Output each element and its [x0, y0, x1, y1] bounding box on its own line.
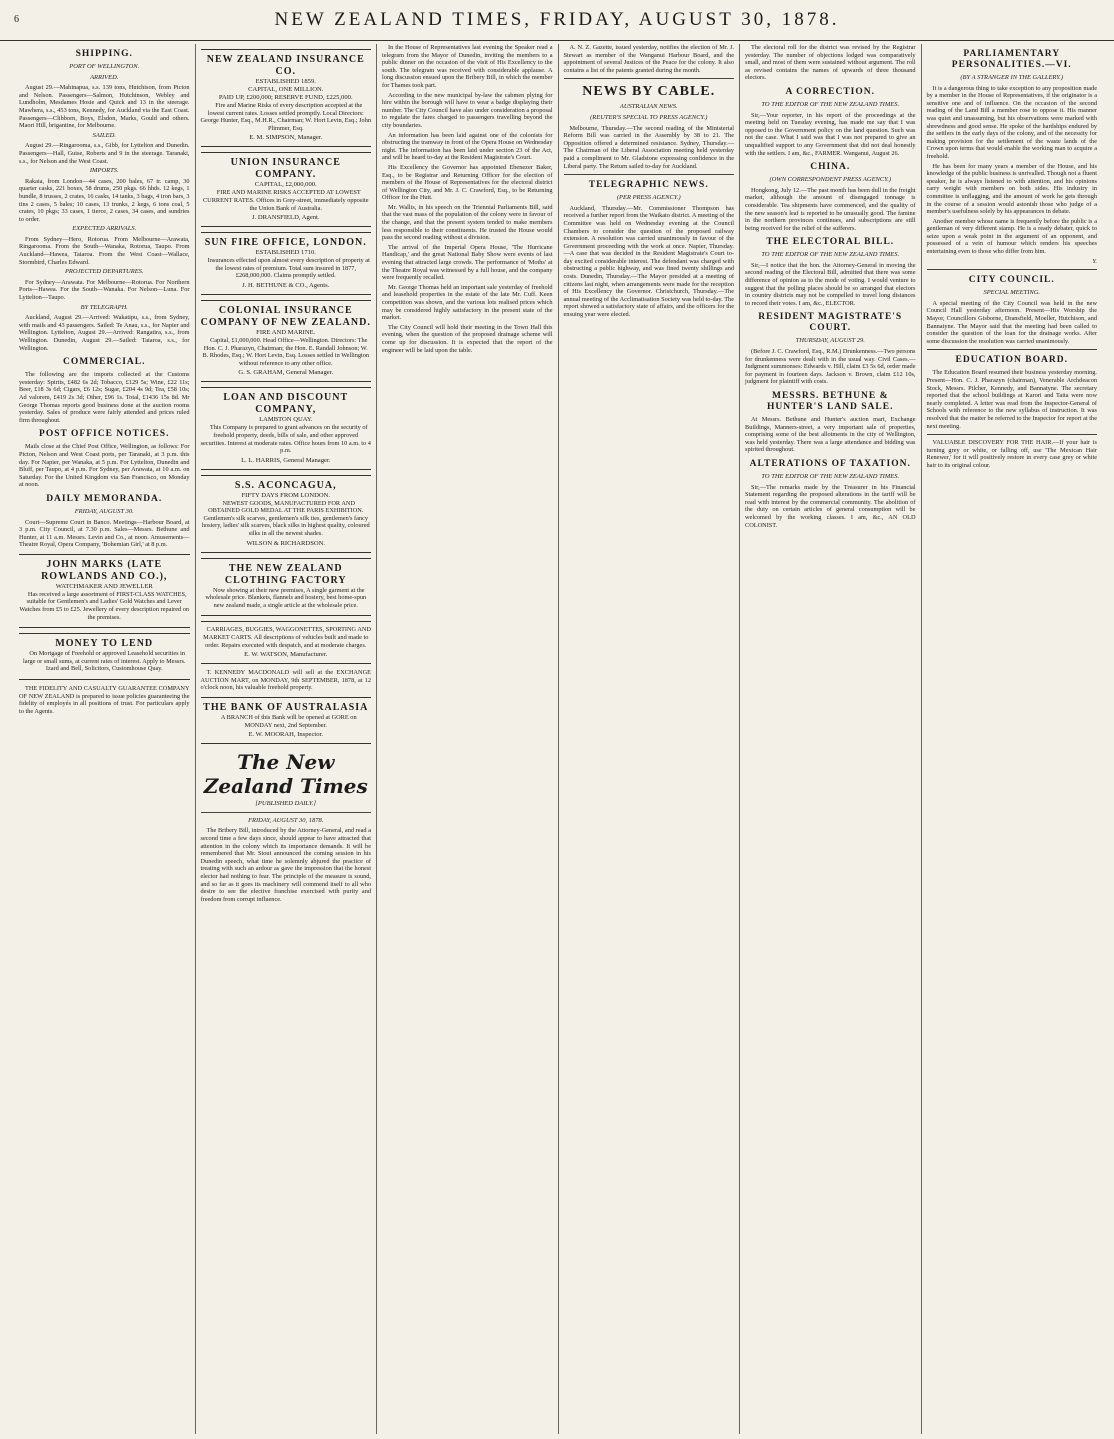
- telegraphic-news-heading: TELEGRAPHIC NEWS.: [588, 180, 709, 191]
- correction-text: Sir,—Your reporter, in his report of the proceedings at the meeting held on Tuesday evening, has made me say that I was opposed to the Government policy on the land question. Such was not the case. What I said was that I was not prepared to give an unqualified support to any Government that did not deal honestly with the settlers. I am, &c., FARMER. Wanganui, August 26.: [745, 111, 916, 157]
- parliamentary-paragraph: He has been for many years a member of the House, and his knowledge of the public business is unrivalled. Though not a fluent speaker, he is always listened to with attention, and his opinions carry weight with members on both sides. His industry in committee is unflagging, and the amount of work he gets through in the course of a session would astonish those who judge of a member's usefulness solely by his appearances in debate.: [926, 162, 1097, 216]
- china-heading: CHINA.: [810, 162, 851, 173]
- advert-line: PAID UP, £200,000; RESERVE FUND, £225,000.: [218, 94, 353, 101]
- advert-title: UNION INSURANCE COMPANY.: [230, 157, 341, 181]
- news-paragraph: According to the new municipal by-law the cabmen plying for hire within the borough will have to wear a badge displaying their number. The City Council have also under consideration a proposal to regulate the fares charged to passengers travelling beyond the city boundaries.: [382, 91, 553, 129]
- advert-line: FIFTY DAYS FROM LONDON.: [241, 491, 331, 499]
- issue-date: FRIDAY, AUGUST 30, 1878.: [248, 816, 324, 824]
- news-paragraph: The electoral roll for the district was revised by the Registrar yesterday. The number of objections lodged was comparatively small, and most of them were sustained without argument. The roll as revised contains the names of upwards of three thousand electors.: [745, 44, 916, 82]
- electoral-bill-credit: TO THE EDITOR OF THE NEW ZEALAND TIMES.: [761, 251, 900, 259]
- news-paragraph: The City Council will hold their meeting in the Town Hall this evening, when the question of the proposed drainage scheme will come up for discussion. It is expected that the report of the engineer will be laid upon the table.: [382, 323, 553, 354]
- advert-signature: G. S. GRAHAM, General Manager.: [238, 369, 334, 377]
- advert-signature: E. W. MOORAH, Inspector.: [248, 731, 324, 739]
- page-number: 6: [14, 14, 19, 25]
- advert-title: JOHN MARKS (LATE ROWLANDS AND CO.),: [41, 558, 168, 582]
- china-credit: (OWN CORRESPONDENT PRESS AGENCY.): [769, 176, 892, 184]
- advert-title: THE BANK OF AUSTRALASIA: [203, 702, 369, 713]
- parliamentary-heading: PARLIAMENTARY PERSONALITIES.—VI.: [951, 49, 1072, 70]
- sailed-text: August 29.—Ringarooma, s.s., Gibb, for Lyttelton and Dunedin. Passengers—Hall, Guise, Roberts and 9 in the steerage. Taranaki, s.s., for Nelson and the West Coast.: [19, 142, 190, 165]
- cable-news-credit: (REUTER'S SPECIAL TO PRESS AGENCY.): [590, 113, 708, 121]
- column-4: [558, 44, 740, 1434]
- advert-line: ESTABLISHED 1859.: [255, 78, 316, 85]
- taxation-text: Sir,—The remarks made by the Treasurer in his Financial Statement regarding the proposed alterations in the tariff will be read with interest by the commercial community. The abolition of the duty on certain articles of general consumption will be welcomed by the working classes. I am, &c., AN OLD COLONIST.: [745, 483, 916, 529]
- advert-bank: [201, 697, 372, 744]
- imports-label: IMPORTS.: [89, 167, 119, 175]
- advert-text: Has received a large assortment of FIRST-CLASS WATCHES, suitable for Gentlemen's and Ladies' Gold Watches and Lever Watches from £5 to £25. Jewellery of every description repaired on the premises.: [19, 590, 190, 621]
- advert-text: CARRIAGES, BUGGIES, WAGGONETTES, SPORTING AND MARKET CARTS. All descriptions of vehicles built and made to order. Repairs executed with despatch, and at moderate charges.: [203, 626, 371, 649]
- taxation-credit: TO THE EDITOR OF THE NEW ZEALAND TIMES.: [761, 472, 900, 480]
- column-3: [376, 44, 558, 1434]
- electoral-bill-text: Sir,—I notice that the hon. the Attorney-General in moving the second reading of the Electoral Bill, admitted that there was some difference of opinion as to the mode of voting. I would venture to suggest that the polling places should be so arranged that electors in country districts may not be compelled to travel long distances to record their votes. I am, &c., ELECTOR.: [745, 261, 916, 307]
- advert-watchmaker: [19, 554, 190, 628]
- news-paragraph: Mr. Wallis, in his speech on the Triennial Parliaments Bill, said that the vast mass of the population of the colony were in favour of the change, and that the present system tended to make members less responsible to their constituents. He trusted the House would pass the second reading without a division.: [382, 203, 553, 242]
- advert-text: Insurances effected upon almost every description of property at the lowest rates of premium. Total sum insured in 1877, £268,000,000. Claims promptly settled.: [207, 257, 370, 280]
- city-council-text: A special meeting of the City Council was held in the new Council Hall yesterday afternoon. Present—His Worship the Mayor, Councillors Gisborne, Dransfield, Moeller, Hutchison, and Bannatyne. The Mayor said that the meeting had been called to consider the question of the loan for the drainage works. After some discussion the resolution was carried unanimously.: [926, 299, 1097, 345]
- masthead: [0, 0, 1114, 41]
- court-text: (Before J. C. Crawford, Esq., R.M.) Drunkenness.—Two persons for drunkenness were dealt with in the usual way. Civil Cases.—Judgment summonses: Edwards v. Hill, claim £3 5s 6d, order made for payment in fourteen days. Jackson v. Brown, claim £12 10s, judgment for plaintiff with costs.: [745, 348, 916, 386]
- parliamentary-signature: Y.: [1092, 257, 1097, 265]
- arrived-text: August 29.—Mahinapua, s.s. 139 tons, Hutchison, from Picton and Nelson. Passengers—Salmon, Hutchinson, Webley and Lundholm, Mesdames Hosie and Quick and 13 in the steerage. Mawhera, s.s., 453 tons, Kennedy, for Auckland via the East Coast. Passengers—Clibborn, Boys, Elsdon, Marks, Gould and others. Maori Hill, brigantine, for Melbourne.: [19, 84, 190, 130]
- city-council-subheading: SPECIAL MEETING.: [983, 289, 1041, 297]
- advert-signature: E. W. WATSON, Manufacturer.: [244, 651, 328, 659]
- parliamentary-byline: (BY A STRANGER IN THE GALLERY.): [960, 74, 1064, 81]
- taxation-heading: ALTERATIONS OF TAXATION.: [749, 458, 911, 469]
- newspaper-nameplate: The New Zealand Times: [203, 750, 368, 799]
- column-6: [921, 44, 1103, 1434]
- advert-title: MONEY TO LEND: [55, 638, 154, 650]
- advert-nz-insurance: [201, 49, 372, 147]
- divider: [564, 78, 735, 79]
- advert-clothing-factory: [201, 558, 372, 617]
- divider: [201, 812, 372, 813]
- advert-title: S.S. ACONCAGUA,: [234, 479, 337, 491]
- city-council-heading: CITY COUNCIL.: [968, 275, 1055, 286]
- advert-signature: E. M. SIMPSON, Manager.: [249, 134, 323, 142]
- china-text: Hongkong, July 12.—The past month has been dull in the freight market, although the amount of disengaged tonnage is considerable. Tea shipments have commenced, and the quality of the new season's leaf is reported to be unusually good. The famine in the northern provinces continues, and subscriptions are still being received for the relief of the sufferers.: [745, 186, 916, 232]
- divider: [564, 174, 735, 175]
- port-subheading: PORT OF WELLINGTON.: [69, 63, 140, 70]
- advert-subtitle: WATCHMAKER AND JEWELLER: [55, 582, 153, 590]
- telegraph-text: Auckland, August 29.—Arrived: Wakatipu, s.s., from Sydney, with mails and 43 passengers. Sailed: Te Anau, s.s., for Napier and Wellington. Lyttelton, August 29.—Arrived: Rangatira, s.s., from Wellington. Dunedin, August 29.—Sailed: Taiaroa, s.s., for Wellington.: [19, 314, 190, 352]
- parliamentary-paragraph: It is a dangerous thing to take exception to any proposition made by a member in the House of Representatives, if the originator is a sensitive one and of influence. On the occasion of the second reading of the Land Bill a member rose to oppose it. His manner was quiet and unassuming, but his observations were marked with shrewdness and good sense. He spoke of the hardships endured by the settlers in the early days of the colony, and of the necessity for making provision for the settlement of the waste lands of the Crown upon terms that would enable the working man to acquire a freehold.: [926, 84, 1097, 160]
- advert-text: FIRE AND MARINE RISKS ACCEPTED AT LOWEST CURRENT RATES. Offices in Grey-street, immediately opposite the Union Bank of Australia.: [202, 189, 369, 212]
- cable-news-subheading: AUSTRALIAN NEWS.: [619, 103, 678, 111]
- expected-label: EXPECTED ARRIVALS.: [72, 225, 137, 233]
- advert-signature: J. DRANSFIELD, Agent.: [251, 214, 320, 222]
- advert-text: This Company is prepared to grant advances on the security of freehold property, deeds, bills of sale, and other approved securities. Interest at moderate rates. Office hours from 10 a.m. to 4 p.m.: [200, 424, 371, 455]
- sailed-label: SAILED.: [92, 131, 116, 139]
- advert-line: CAPITAL, £2,000,000.: [254, 181, 317, 189]
- advert-fidelity: THE FIDELITY AND CASUALTY GUARANTEE COMPANY OF NEW ZEALAND is prepared to issue policies guaranteeing the fidelity of employés in all positions of trust. For particulars apply to the Agents.: [19, 685, 190, 715]
- post-office-text: Mails close at the Chief Post Office, Wellington, as follows: For Picton, Nelson and West Coast ports, per Taranaki, at 3 p.m. this day. For Napier, per Wanaka, at 5 p.m. For Lyttelton, Dunedin and Bluff, per Taupo, at 4 p.m. For Sydney, per Arawata, at 10 a.m. on Saturday. For the United Kingdom via San Francisco, on Monday at noon.: [19, 443, 190, 489]
- correction-heading: A CORRECTION.: [785, 86, 876, 97]
- telegraph-label: BY TELEGRAPH.: [80, 303, 128, 311]
- land-sale-text: At Messrs. Bethune and Hunter's auction mart, Exchange Buildings, Manners-street, a very important sale of properties, comprising some of the best allotments in the city of Wellington, was held yesterday. There was a large attendance and bidding was spirited throughout.: [745, 416, 916, 454]
- advert-title: THE NEW ZEALAND CLOTHING FACTORY: [224, 562, 347, 586]
- advert-carriages: [201, 621, 372, 664]
- memoranda-text: Court—Supreme Court in Banco. Meetings—Harbour Board, at 3 p.m. City Council, at 7.30 p.m. Sales—Messrs. Bethune and Hunter, at 11 a.m. Messrs. Levin and Co., at noon. Amusements—Theatre Royal, Opera Company, 'Bohemian Girl,' at 8 p.m.: [19, 518, 190, 549]
- advert-aconcagua: [201, 475, 372, 553]
- advert-text: On Mortgage of Freehold or approved Leasehold securities in large or small sums, at current rates of interest. Apply to Messrs. Izard and Bell, Solicitors, Customhouse Quay.: [22, 650, 186, 673]
- advert-auction: T. KENNEDY MACDONALD will sell at the EXCHANGE AUCTION MART, on MONDAY, 9th SEPTEMBER, 1878, at 12 o'clock noon, his valuable freehold property.: [200, 669, 371, 692]
- advert-text: Now showing at their new premises, A single garment at the wholesale price. Blankets, flannels and hosiery, best home-spun new zealand made, a single article at the wholesale price.: [205, 586, 367, 609]
- advert-text: Capital, £1,000,000. Head Office—Wellington. Directors: The Hon. C. J. Pharazyn, Chairman; the Hon. E. Randall Johnson; W. B. Rhodes, Esq.; W. Hort Levin, Esq. Losses settled in Wellington without reference to any other office.: [202, 336, 370, 367]
- column-2: [195, 44, 377, 1434]
- advert-line: ESTABLISHED 1710.: [255, 249, 316, 257]
- advert-line: FIRE AND MARINE.: [256, 328, 316, 336]
- newspaper-header-title: NEW ZEALAND TIMES, FRIDAY, AUGUST 30, 1878.: [274, 9, 840, 30]
- advert-hair: VALUABLE DISCOVERY FOR THE HAIR.—If your hair is turning grey or white, or falling off, use 'The Mexican Hair Renewer,' for it will positively restore in every case grey or white hair to its original colour.: [926, 439, 1097, 469]
- advert-signature: WILSON & RICHARDSON.: [246, 539, 326, 547]
- leader-article: The Bribery Bill, introduced by the Attorney-General, and read a second time a few days since, should appear to have attracted that attention in the colony which its importance demands. It will be remembered that Mr. Stout announced the coming session in his Dunedin speech, what time he solemnly abjured the practice of treating with such an ardour as gave the impression that the honest elector had nothing to fear. The principle of the measure is sound, and so far as it goes its machinery will commend itself to all who desire to see the elective franchise exercised with purity and freedom from corrupt influence.: [200, 827, 371, 903]
- shipping-heading: SHIPPING.: [75, 49, 133, 59]
- advert-sun-fire: [201, 232, 372, 295]
- news-paragraph: Mr. George Thomas held an important sale yesterday of freehold and leasehold properties in the estate of the late Mr. Cuff. Keen competition was shown, and the various lots realised prices which may be considered highly satisfactory in the present state of the market.: [382, 283, 553, 322]
- advert-text: A BRANCH of this Bank will be opened at GORE on MONDAY next, 2nd September.: [220, 714, 357, 729]
- news-paragraph: A. N. Z. Gazette, issued yesterday, notifies the election of Mr. J. Stewart as member of the Wanganui Harbour Board, and the appointment of several Justices of the Peace for the colony. It also contains a list of the patents granted during the month.: [563, 44, 734, 74]
- advert-title: SUN FIRE OFFICE, LONDON.: [204, 237, 367, 249]
- commercial-text: The following are the imports collected at the Customs yesterday: Spirits, £482 6s 2d; Tobacco, £129 5s; Wine, £22 11s; Beer, £18 3s 6d; Cigars, £6 12s; Sugar, £204 4s 9d; Tea, £58 10s; Ad valorem, £419 2s 3d; Other, £96 1s. Total, £1436 15s 8d. Mr George Thomas reports good business done at the auction rooms yesterday. Sales of produce were fairly attended and prices ruled firm throughout.: [19, 371, 190, 424]
- divider: [927, 349, 1098, 350]
- correction-credit: TO THE EDITOR OF THE NEW ZEALAND TIMES.: [761, 100, 900, 108]
- memoranda-date: FRIDAY, AUGUST 30.: [74, 507, 134, 515]
- divider: [927, 434, 1098, 435]
- news-paragraph: In the House of Representatives last evening the Speaker read a telegram from the Mayor of Dunedin, inviting the members to a public dinner on the occasion of the visit of His Excellency to the south. The telegram was received with considerable applause. A long discussion ensued upon the Bribery Bill, in which the member for Thames took part.: [382, 44, 553, 89]
- court-heading: RESIDENT MAGISTRATE'S COURT.: [758, 312, 903, 334]
- advert-signature: J. H. BETHUNE & CO., Agents.: [242, 281, 330, 289]
- telegraphic-news-text: Auckland, Thursday.—Mr. Commissioner Thompson has received a further report from the Waikato district. A meeting of the Committee was held on Wednesday evening at the Council Chambers to consider the question of the proposed railway extension. A resolution was carried unanimously in favour of the Government proceeding with the work at once. Napier, Thursday.—A case that was decided in the Resident Magistrate's Court to-day excited considerable interest. The defendant was charged with obstructing a public highway, and was fined twenty shillings and costs. Dunedin, Thursday.—The Mayor presided at a meeting of citizens last night, when arrangements were made for the reception of His Excellency the Governor. Christchurch, Thursday.—The annual meeting of the Acclimatisation Society was held to-day. The report showed a satisfactory state of affairs, and the officers for the ensuing year were elected.: [563, 204, 734, 319]
- divider: [927, 269, 1098, 270]
- commercial-heading: COMMERCIAL.: [62, 357, 146, 368]
- cable-news-text: Melbourne, Thursday.—The second reading of the Ministerial Reform Bill was carried in the Assembly by 38 to 21. The Opposition offered a determined resistance. Sydney, Thursday.—The Chairman of the Liberal Association meeting held yesterday paid a compliment to Mr. Gladstone expressing confidence in the Liberal party. The Return sailed to-day for Auckland.: [563, 124, 734, 170]
- advert-union-insurance: [201, 152, 372, 227]
- advert-colonial-insurance: [201, 300, 372, 382]
- education-board-text: The Education Board resumed their business yesterday morning. Present—Hon. C. J. Pharazyn (chairman), Venerable Archdeacon Stock, Messrs. Pilcher, Kennedy, and Bannatyne. The secretary reported that the school buildings at Karori and Taita were now nearly completed. A letter was read from the Inspector-General of Schools with reference to the new syllabus of instruction. It was resolved that the matter be referred to the Inspector for report at the next meeting.: [926, 369, 1097, 430]
- advert-text: Fire and Marine Risks of every description accepted at the lowest current rates. Losses settled promptly. Local Directors: George Hunter, Esq., M.H.R., Chairman; W. Hort Levin, Esq.; John Plimmer, Esq.: [200, 102, 372, 132]
- news-paragraph: The arrival of the Imperial Opera House, 'The Hurricane Handicap,' and the great National Baby Show were events of last evening that attracted large crowds. The performance of 'Moths' at the Theatre Royal was witnessed by a full house, and the company were frequently recalled.: [382, 243, 553, 282]
- cable-news-heading: NEWS BY CABLE.: [582, 84, 716, 100]
- advert-title: NEW ZEALAND INSURANCE CO.: [206, 54, 365, 77]
- expected-text: From Sydney—Hero, Rotorua. From Melbourne—Arawata, Ringarooma. From the South—Wanaka, Rotorua, Taupo. From Auckland—Hawea, Taiaroa. From the West Coast—Wallace, Stormbird, Charles Edward.: [19, 235, 190, 266]
- column-1: [14, 44, 195, 1434]
- imports-text: Rakaia, from London—44 cases, 200 bales, 67 tr. camp, 30 quarter casks, 221 boxes, 58 drums, 250 pkgs. 66 hhds. 12 kegs, 1 bundle, 8 trusses, 2 crates, 16 casks, 14 tanks, 3 bags, 4 iron bars, 3 tins 2 cases, 5 bales; 10 cases, 13 trunks, 2 kegs, 6 tons coal, 5 crates, 10 pkgs; 33 cases, 1 tierce, 2 cases, 34 cases, and sundries to order.: [19, 177, 190, 223]
- column-5: [739, 44, 921, 1434]
- news-paragraph: An information has been laid against one of the colonists for obstructing the tramway in front of the Opera House on Wednesday night. The information has been laid under section 23 of the Act, and will be heard to-day at the Resident Magistrate's Court.: [382, 131, 553, 162]
- advert-text: NEWEST GOODS, MANUFACTURED FOR AND OBTAINED GOLD MEDAL AT THE PARIS EXHIBITION. Gentlemen's silk scarves, gentlemen's silk ties, gentlemen's fancy hosiery, ladies' silk scarves, black silks in highest quality, coloured silks in all the newest shades.: [201, 499, 370, 538]
- nameplate-subtitle: [PUBLISHED DAILY.]: [255, 800, 317, 808]
- advert-title: LOAN AND DISCOUNT COMPANY,: [223, 392, 349, 416]
- columns: [14, 44, 1102, 1434]
- parliamentary-paragraph: Another member whose name is frequently before the public is a gentleman of very different stamp. He is a ready debater, quick to seize upon a weak point in the argument of an opponent, and possessed of a vein of humour which renders his speeches entertaining even to those who differ from him.: [926, 217, 1097, 256]
- projected-text: For Sydney—Arawata. For Melbourne—Rotorua. For Northern Ports—Hawea. For the South—Wanaka. For Nelson—Luna. For Lyttelton—Taupo.: [19, 278, 190, 302]
- advert-signature: L. L. HARRIS, General Manager.: [241, 456, 331, 464]
- arrived-label: ARRIVED.: [90, 73, 119, 81]
- telegraphic-news-credit: (PER PRESS AGENCY.): [616, 194, 681, 202]
- advert-money: [19, 633, 190, 680]
- education-board-heading: EDUCATION BOARD.: [955, 355, 1068, 366]
- electoral-bill-heading: THE ELECTORAL BILL.: [766, 237, 895, 248]
- memoranda-heading: DAILY MEMORANDA.: [46, 493, 163, 504]
- advert-loan-discount: [201, 387, 372, 469]
- court-date: THURSDAY, AUGUST 29.: [795, 337, 865, 345]
- news-paragraph: His Excellency the Governor has appointed Ebenezer Baker, Esq., to be Registrar and Returning Officer for the election of members of the House of Representatives for the electoral district of Wellington City, and Mr. J. C. Crawford, Esq., to be Returning Officer for the Hutt.: [382, 163, 553, 202]
- advert-title: COLONIAL INSURANCE COMPANY OF NEW ZEALAND.: [200, 304, 371, 328]
- advert-line: CAPITAL, ONE MILLION.: [248, 86, 324, 93]
- post-office-heading: POST OFFICE NOTICES.: [39, 429, 170, 440]
- advert-line: LAMBTON QUAY.: [259, 416, 313, 424]
- projected-label: PROJECTED DEPARTURES.: [64, 268, 144, 276]
- land-sale-heading: MESSRS. BETHUNE & HUNTER'S LAND SALE.: [767, 391, 894, 412]
